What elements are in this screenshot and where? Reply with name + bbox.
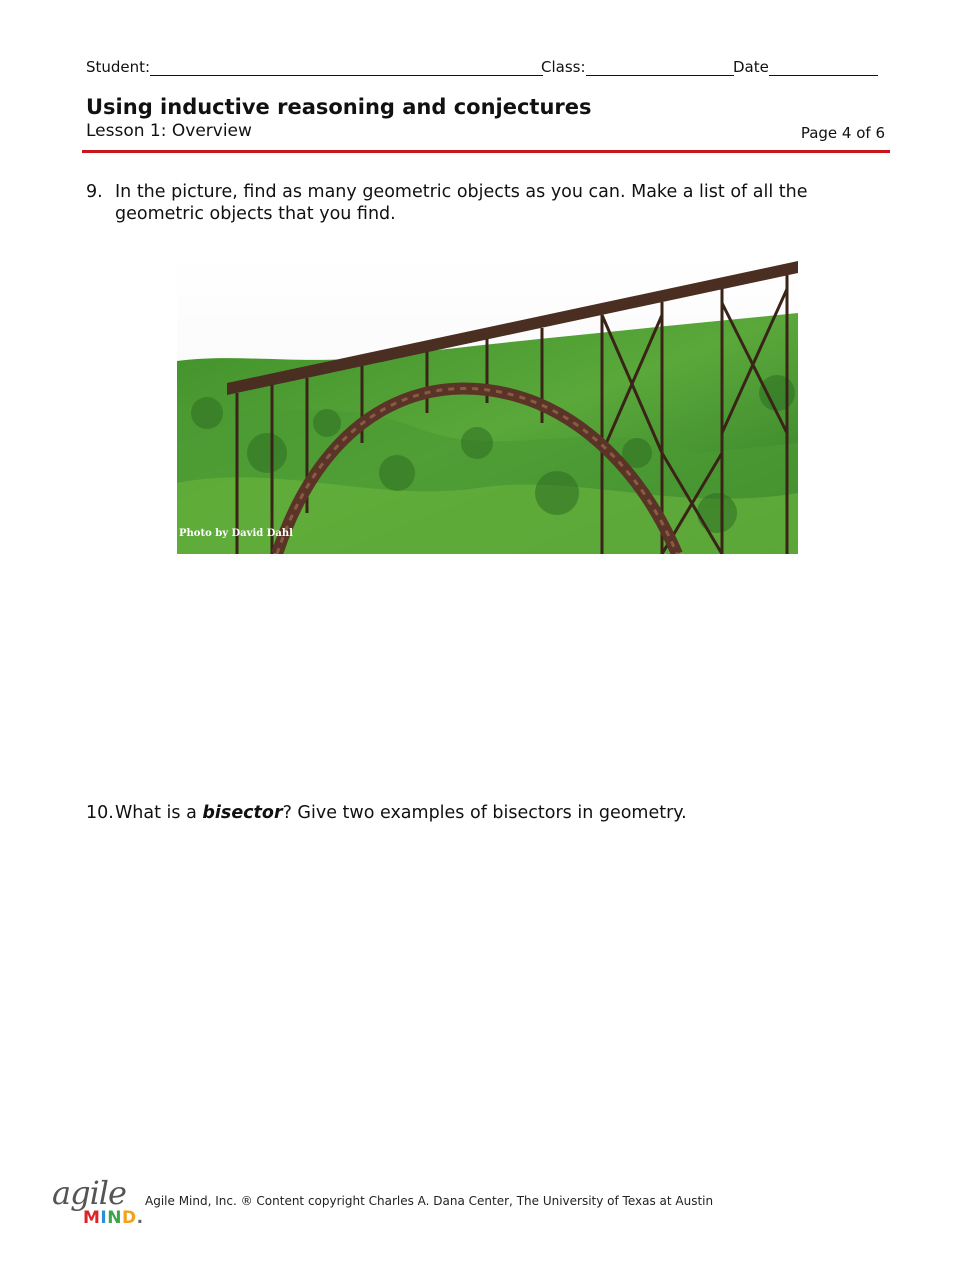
logo-letter: D — [121, 1208, 137, 1228]
question-number: 9. — [86, 182, 103, 202]
lesson-subtitle: Lesson 1: Overview — [86, 121, 252, 141]
logo-letter: N — [107, 1208, 122, 1228]
date-label: Date — [733, 58, 769, 76]
logo-letter: M — [83, 1208, 101, 1228]
student-label: Student: — [86, 58, 151, 76]
date-blank[interactable] — [769, 60, 878, 76]
page-title: Using inductive reasoning and conjectures — [86, 95, 592, 119]
date-field[interactable] — [733, 58, 878, 76]
question-number: 10. — [86, 803, 114, 823]
logo-letter: . — [136, 1208, 144, 1228]
logo-agile-text: agile — [52, 1174, 126, 1212]
logo-mind-text — [83, 1208, 144, 1228]
page-number: Page 4 of 6 — [800, 124, 885, 142]
bridge-photo — [177, 253, 798, 554]
question-text: ? Give two examples of bisectors in geometry. — [282, 803, 687, 823]
bisector-term: bisector — [202, 803, 283, 823]
class-blank[interactable] — [586, 60, 734, 76]
logo-letter: I — [100, 1208, 108, 1228]
question-9 — [86, 181, 846, 225]
question-text: In the picture, find as many geometric objects as you can. Make a list of all the geometric objects that you find. — [115, 182, 808, 224]
student-field[interactable] — [86, 58, 543, 76]
student-blank[interactable] — [150, 60, 543, 76]
header-divider — [82, 150, 890, 153]
question-10 — [86, 802, 687, 824]
copyright-notice: Agile Mind, Inc. ® Content copyright Charles A. Dana Center, The University of Texas at Austin — [145, 1194, 714, 1208]
question-text: What is a — [115, 803, 203, 823]
photo-credit: Photo by David Dahl — [179, 528, 293, 539]
class-field[interactable] — [541, 58, 734, 76]
class-label: Class: — [541, 58, 586, 76]
agile-mind-logo — [50, 1174, 150, 1228]
